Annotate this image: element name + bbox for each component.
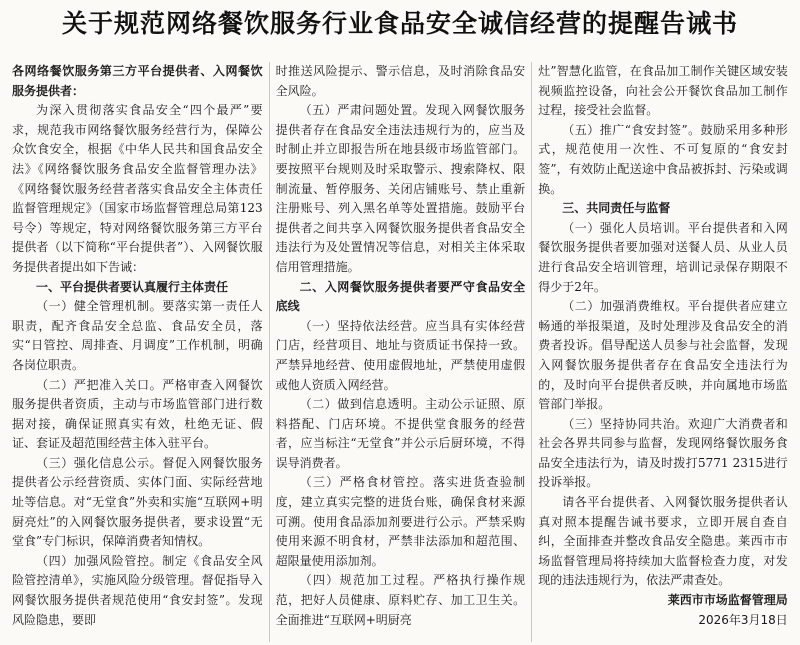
- paragraph: （五）严肃问题处置。发现入网餐饮服务提供者存在食品安全违法违规行为的，应当及时制止并立即报告所在地县级市场监管部门。要按照平台规则及时采取警示、搜索降权、限制流量、暂停服务、关闭店铺账号、禁止重新注册账号、列入黑名单等处置措施。鼓励平台提供者之间共享入网餐饮服务提供者食品安全违法行为及处置情况等信息，对相关主体采取信用管理措施。: [275, 103, 526, 274]
- section-heading: 一、平台提供者要认真履行主体责任: [36, 279, 229, 294]
- paragraph: （二）加强消费维权。平台提供者应建立畅通的举报渠道，及时处理涉及食品安全的消费者投诉。倡导配送人员参与社会监督，发现入网餐饮服务提供者存在食品安全违法行为的，及时向平台提供者反映，并向属地市场监管部门举报。: [538, 299, 788, 412]
- paragraph: （四）规范加工过程。严格执行操作规范，把好人员健康、原料贮存、加工卫生关。全面推进“互联网+明厨亮: [275, 573, 526, 627]
- document-title: 关于规范网络餐饮服务行业食品安全诚信经营的提醒告诫书: [61, 9, 738, 38]
- paragraph: （三）坚持协同共治。欢迎广大消费者和社会各界共同参与监督，发现网络餐饮服务食品安全违法行为，请及时拨打5771 2315进行投诉举报。: [538, 416, 788, 490]
- paragraph: （一）坚持依法经营。应当具有实体经营门店，经营项目、地址与资质证书保持一致。严禁异地经营、使用虚假地址，严禁使用虚假或他人资质入网经营。: [275, 318, 526, 392]
- text-columns: [6, 62, 794, 642]
- paragraph: （三）严格食材管控。落实进货查验制度，建立真实完整的进货台账，确保食材来源可溯。使用食品添加剂要进行公示。严禁采购使用来源不明食材，严禁非法添加和超范围、超限量使用添加剂。: [275, 475, 526, 568]
- paragraph: 请各平台提供者、入网餐饮服务提供者认真对照本提醒告诫书要求，立即开展自查自纠，全面排查并整改食品安全隐患。莱西市市场监督管理局将持续加大监督检查力度，对发现的违法违规行为，依法严肃查处。: [538, 495, 788, 588]
- paragraph: 时推送风险提示、警示信息，及时消除食品安全风险。: [275, 64, 526, 98]
- signature: 莱西市市场监督管理局: [667, 593, 788, 608]
- column-2: [269, 62, 532, 642]
- column-1: [6, 62, 269, 642]
- section-heading: 二、入网餐饮服务提供者要严守食品安全底线: [275, 279, 526, 314]
- section-heading: 三、共同责任与监督: [562, 201, 671, 216]
- paragraph: （一）健全管理机制。要落实第一责任人职责，配齐食品安全总监、食品安全员，落实“日管控、周排查、月调度”工作机制，明确各岗位职责。: [12, 299, 263, 372]
- paragraph: （二）严把准入关口。严格审查入网餐饮服务提供者资质，主动与市场监管部门进行数据对接，确保证照真实有效，杜绝无证、假证、套证及超范围经营主体入驻平台。: [12, 377, 263, 451]
- date: 2026年3月18日: [698, 612, 788, 627]
- paragraph: （一）强化人员培训。平台提供者和入网餐饮服务提供者要加强对送餐人员、从业人员进行食品安全培训管理，培训记录保存期限不得少于2年。: [538, 220, 788, 294]
- column-3: [531, 62, 794, 642]
- paragraph: （五）推广“食安封签”。鼓励采用多种形式，规范使用一次性、不可复原的“食安封签”，有效防止配送途中食品被拆封、污染或调换。: [538, 122, 788, 196]
- paragraph: （二）做到信息透明。主动公示证照、原料搭配、门店环境。不提供堂食服务的经营者，应当标注“无堂食”并公示后厨环境，不得误导消费者。: [275, 397, 526, 470]
- paragraph: （三）强化信息公示。督促入网餐饮服务提供者公示经营资质、实体门面、实际经营地址等信息。对“无堂食”外卖和实施“互联网+明厨亮灶”的入网餐饮服务提供者，要求设置“无堂食”专门标识，保障消费者知情权。: [12, 455, 263, 549]
- paragraph: 各网络餐饮服务第三方平台提供者、入网餐饮服务提供者：: [12, 64, 263, 98]
- paragraph: 灶”智慧化监管，在食品加工制作关键区域安装视频监控设备，向社会公开餐饮食品加工制作过程，接受社会监督。: [538, 64, 788, 118]
- paragraph: （四）加强风险管控。制定《食品安全风险管控清单》，实施风险分级管理。督促指导入网餐饮服务提供者规范使用“食安封签”。发现风险隐患，要即: [12, 553, 263, 627]
- paragraph: 为深入贯彻落实食品安全“四个最严”要求，规范我市网络餐饮服务经营行为，保障公众饮食安全，根据《中华人民共和国食品安全法》《网络餐饮服务食品安全监督管理办法》《网络餐饮服务经营者落实食品安全主体责任监督管理规定》（国家市场监督管理总局第123号令）等规定，特对网络餐饮服务第三方平台提供者（以下简称“平台提供者”）、入网餐饮服务提供者提出如下告诫：: [12, 103, 263, 274]
